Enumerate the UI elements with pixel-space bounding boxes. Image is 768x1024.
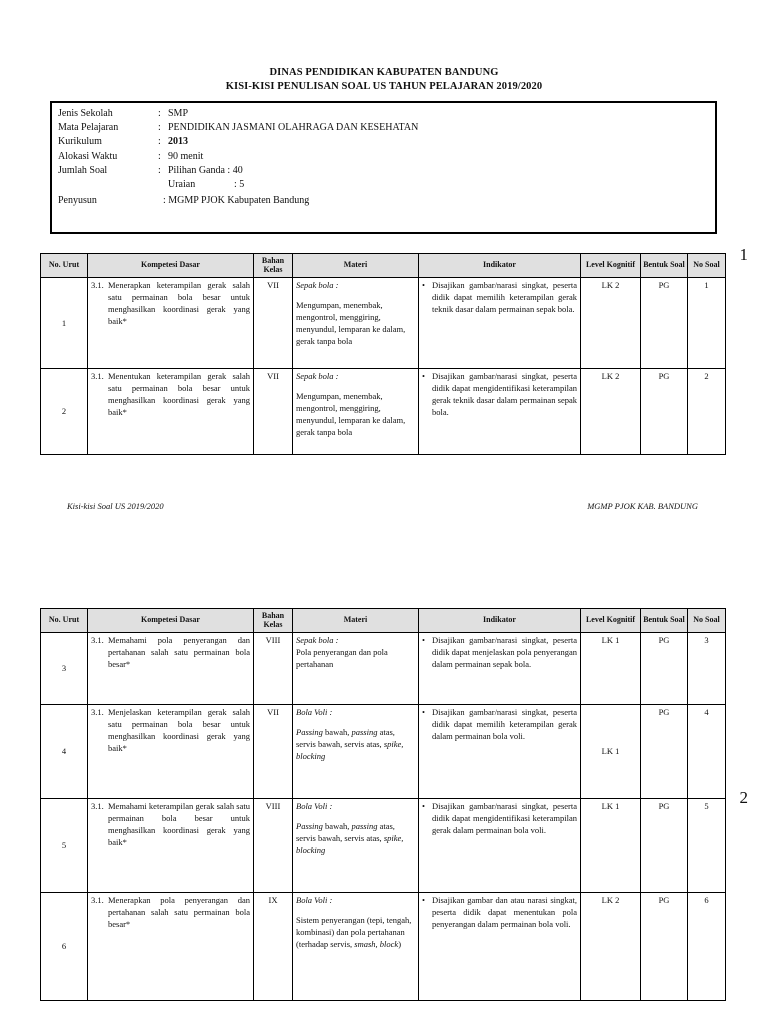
materi-title: Sepak bola : bbox=[296, 371, 339, 381]
cell-kd bbox=[88, 893, 254, 1001]
materi-term: Passing bbox=[296, 727, 323, 738]
info-value: 2013 bbox=[168, 136, 188, 147]
materi-title: Sepak bola : bbox=[296, 635, 339, 645]
kd-number: 3.1. bbox=[91, 707, 104, 717]
document-title-main: KISI-KISI PENULISAN SOAL US TAHUN PELAJARAN 2019/2020 bbox=[225, 81, 543, 92]
table-header-row bbox=[41, 609, 726, 633]
cell-materi bbox=[293, 633, 419, 705]
materi-title: Bola Voli : bbox=[296, 895, 333, 905]
cell-indikator bbox=[419, 705, 581, 799]
page-number: 1 bbox=[739, 245, 748, 264]
materi-body: Mengumpan, menembak, mengontrol, menggiring, menyundul, lemparan ke dalam, gerak tanpa bola bbox=[296, 300, 406, 347]
materi-text: atas, servis bawah, servis atas, bbox=[296, 727, 395, 750]
info-value: : 5 bbox=[234, 179, 245, 190]
cell-kelas: VII bbox=[254, 369, 293, 455]
header-kd: Kompetesi Dasar bbox=[88, 254, 254, 278]
header-kelas: Bahan Kelas bbox=[254, 254, 293, 278]
info-colon: : bbox=[158, 108, 161, 119]
cell-no: 4 bbox=[41, 705, 88, 799]
header-no: No. Urut bbox=[41, 609, 88, 633]
info-row-penyusun bbox=[58, 195, 309, 206]
bullet: • bbox=[422, 801, 425, 811]
header-no: No. Urut bbox=[41, 254, 88, 278]
indikator-text: Disajikan gambar dan atau narasi singkat, peserta didik dapat menentukan pola penyerangan dalam permainan bola voli. bbox=[432, 895, 577, 930]
materi-title: Bola Voli : bbox=[296, 801, 333, 811]
header-bentuk: Bentuk Soal bbox=[641, 254, 688, 278]
info-label: Jenis Sekolah bbox=[58, 108, 113, 119]
materi-text: atas, servis bawah, servis atas, bbox=[296, 821, 395, 844]
bullet: • bbox=[422, 635, 425, 645]
cell-bentuk: PG bbox=[641, 633, 688, 705]
header-indikator: Indikator bbox=[419, 254, 581, 278]
page-number: 2 bbox=[739, 788, 748, 807]
info-label: Mata Pelajaran bbox=[58, 122, 119, 133]
header-bentuk: Bentuk Soal bbox=[641, 609, 688, 633]
header-materi: Materi bbox=[293, 254, 419, 278]
header-level: Level Kognitif bbox=[581, 254, 641, 278]
materi-term: passing bbox=[351, 821, 378, 832]
cell-level: LK 2 bbox=[581, 893, 641, 1001]
info-label: Penyusun bbox=[58, 195, 97, 206]
kd-text: Menentukan keterampilan gerak salah satu permainan bola besar untuk menghasilkan koordinasi gerak yang baik* bbox=[108, 371, 250, 418]
materi-text: bawah, bbox=[322, 821, 352, 832]
cell-no: 6 bbox=[41, 893, 88, 1001]
cell-indikator bbox=[419, 799, 581, 893]
cell-bentuk: PG bbox=[641, 799, 688, 893]
info-label: Alokasi Waktu bbox=[58, 151, 118, 162]
cell-indikator bbox=[419, 369, 581, 455]
cell-nosoal: 1 bbox=[688, 278, 726, 369]
materi-title: Bola Voli : bbox=[296, 707, 333, 717]
cell-level: LK 1 bbox=[581, 799, 641, 893]
info-colon: : bbox=[158, 165, 161, 176]
cell-kd bbox=[88, 633, 254, 705]
cell-kd bbox=[88, 705, 254, 799]
cell-nosoal: 5 bbox=[688, 799, 726, 893]
kd-text: Memahami keterampilan gerak salah satu permainan bola besar untuk menghasilkan koordinasi gerak yang baik* bbox=[108, 801, 250, 848]
cell-materi bbox=[293, 278, 419, 369]
materi-body: Mengumpan, menembak, mengontrol, menggiring, menyundul, lemparan ke dalam, gerak tanpa bola bbox=[296, 391, 406, 438]
table-row bbox=[41, 705, 726, 799]
table-header-row bbox=[41, 254, 726, 278]
cell-no: 2 bbox=[41, 369, 88, 455]
footer-left: Kisi-kisi Soal US 2019/2020 bbox=[67, 501, 164, 511]
cell-nosoal: 3 bbox=[688, 633, 726, 705]
info-value: : MGMP PJOK Kabupaten Bandung bbox=[163, 195, 310, 206]
materi-term: spike, blocking bbox=[296, 739, 404, 762]
info-row-mapel bbox=[58, 122, 418, 133]
info-row-jumlah bbox=[58, 165, 243, 176]
cell-level: LK 2 bbox=[581, 369, 641, 455]
cell-nosoal: 6 bbox=[688, 893, 726, 1001]
cell-level: LK 1 bbox=[581, 633, 641, 705]
bullet: • bbox=[422, 707, 425, 717]
cell-kelas: VII bbox=[254, 278, 293, 369]
cell-materi bbox=[293, 893, 419, 1001]
table-row bbox=[41, 278, 726, 369]
kd-text: Memahami pola penyerangan dan pertahanan salah satu permainan bola besar* bbox=[108, 635, 250, 670]
info-colon: : bbox=[158, 122, 161, 133]
header-indikator: Indikator bbox=[419, 609, 581, 633]
bullet: • bbox=[422, 371, 425, 381]
materi-term: passing bbox=[351, 727, 378, 738]
cell-kelas: VII bbox=[254, 705, 293, 799]
indikator-text: Disajikan gambar/narasi singkat, peserta didik dapat mengidentifikasi keterampilan gerak dalam permainan bola voli. bbox=[432, 801, 577, 836]
info-value: 90 menit bbox=[168, 151, 204, 162]
info-colon: : bbox=[158, 136, 161, 147]
footer-right: MGMP PJOK KAB. BANDUNG bbox=[587, 501, 698, 511]
cell-no: 1 bbox=[41, 278, 88, 369]
info-colon: : bbox=[158, 151, 161, 162]
cell-kelas: IX bbox=[254, 893, 293, 1001]
materi-text: Sistem penyerangan (tepi, tengah, kombinasi) dan pola pertahanan (terhadap servis, bbox=[296, 915, 412, 950]
cell-nosoal: 2 bbox=[688, 369, 726, 455]
cell-bentuk: PG bbox=[641, 369, 688, 455]
table-row bbox=[41, 799, 726, 893]
materi-term: Passing bbox=[296, 821, 323, 832]
info-value: Pilihan Ganda : 40 bbox=[168, 165, 243, 176]
info-value: PENDIDIKAN JASMANI OLAHRAGA DAN KESEHATAN bbox=[168, 122, 419, 133]
cell-bentuk: PG bbox=[641, 705, 688, 799]
materi-title: Sepak bola : bbox=[296, 280, 339, 290]
info-row-alokasi bbox=[58, 151, 203, 162]
cell-indikator bbox=[419, 278, 581, 369]
materi-text: bawah, bbox=[322, 727, 352, 738]
materi-text: ) bbox=[398, 939, 402, 950]
header-kd: Kompetesi Dasar bbox=[88, 609, 254, 633]
kisi-table-2 bbox=[40, 608, 726, 1001]
materi-term: smash, block bbox=[354, 939, 399, 950]
kd-number: 3.1. bbox=[91, 280, 104, 290]
identity-box bbox=[50, 101, 717, 234]
table-row bbox=[41, 893, 726, 1001]
kd-text: Menerapkan keterampilan gerak salah satu permainan bola besar untuk menghasilkan koordinasi gerak yang baik* bbox=[108, 280, 250, 327]
materi-body: Pola penyerangan dan pola pertahanan bbox=[296, 647, 388, 670]
indikator-text: Disajikan gambar/narasi singkat, peserta didik dapat memilih keterampilan gerak teknik dasar dalam permainan sepak bola. bbox=[432, 280, 577, 315]
info-label: Kurikulum bbox=[58, 136, 102, 147]
indikator-text: Disajikan gambar/narasi singkat, peserta didik dapat menjelaskan pola penyerangan dalam permainan sepak bola. bbox=[432, 635, 577, 670]
kd-text: Menjelaskan keterampilan gerak salah satu permainan bola besar untuk menghasilkan koordinasi gerak yang baik* bbox=[108, 707, 250, 754]
cell-no: 3 bbox=[41, 633, 88, 705]
cell-indikator bbox=[419, 633, 581, 705]
kisi-table-1 bbox=[40, 253, 726, 455]
cell-materi bbox=[293, 369, 419, 455]
table-row bbox=[41, 369, 726, 455]
table-row bbox=[41, 633, 726, 705]
header-level: Level Kognitif bbox=[581, 609, 641, 633]
cell-no: 5 bbox=[41, 799, 88, 893]
info-row-uraian bbox=[58, 179, 244, 190]
cell-level: LK 2 bbox=[581, 278, 641, 369]
kd-number: 3.1. bbox=[91, 371, 104, 381]
bullet: • bbox=[422, 895, 425, 905]
cell-kd bbox=[88, 799, 254, 893]
kd-number: 3.1. bbox=[91, 635, 104, 645]
info-row-kurikulum bbox=[58, 136, 188, 147]
cell-indikator bbox=[419, 893, 581, 1001]
cell-bentuk: PG bbox=[641, 893, 688, 1001]
header-nosoal: No Soal bbox=[688, 609, 726, 633]
bullet: • bbox=[422, 280, 425, 290]
cell-nosoal: 4 bbox=[688, 705, 726, 799]
cell-level: LK 1 bbox=[581, 705, 641, 799]
cell-kd bbox=[88, 369, 254, 455]
cell-kd bbox=[88, 278, 254, 369]
info-value: SMP bbox=[168, 108, 189, 119]
kd-number: 3.1. bbox=[91, 895, 104, 905]
materi-term: spike, blocking bbox=[296, 833, 404, 856]
info-label: Uraian bbox=[168, 179, 196, 190]
cell-bentuk: PG bbox=[641, 278, 688, 369]
cell-kelas: VIII bbox=[254, 799, 293, 893]
header-kelas: Bahan Kelas bbox=[254, 609, 293, 633]
header-nosoal: No Soal bbox=[688, 254, 726, 278]
kd-text: Menerapkan pola penyerangan dan pertahanan salah satu permainan bola besar* bbox=[108, 895, 250, 930]
kd-number: 3.1. bbox=[91, 801, 104, 811]
indikator-text: Disajikan gambar/narasi singkat, peserta didik dapat memilih keterampilan gerak dalam permainan bola voli. bbox=[432, 707, 577, 742]
cell-materi bbox=[293, 799, 419, 893]
indikator-text: Disajikan gambar/narasi singkat, peserta didik dapat mengidentifikasi keterampilan gerak teknik dasar dalam permainan sepak bola. bbox=[432, 371, 577, 418]
cell-materi bbox=[293, 705, 419, 799]
info-label: Jumlah Soal bbox=[58, 165, 108, 176]
header-materi: Materi bbox=[293, 609, 419, 633]
cell-kelas: VIII bbox=[254, 633, 293, 705]
info-row-jenis bbox=[58, 108, 188, 119]
document-title-agency: DINAS PENDIDIKAN KABUPATEN BANDUNG bbox=[269, 67, 499, 78]
